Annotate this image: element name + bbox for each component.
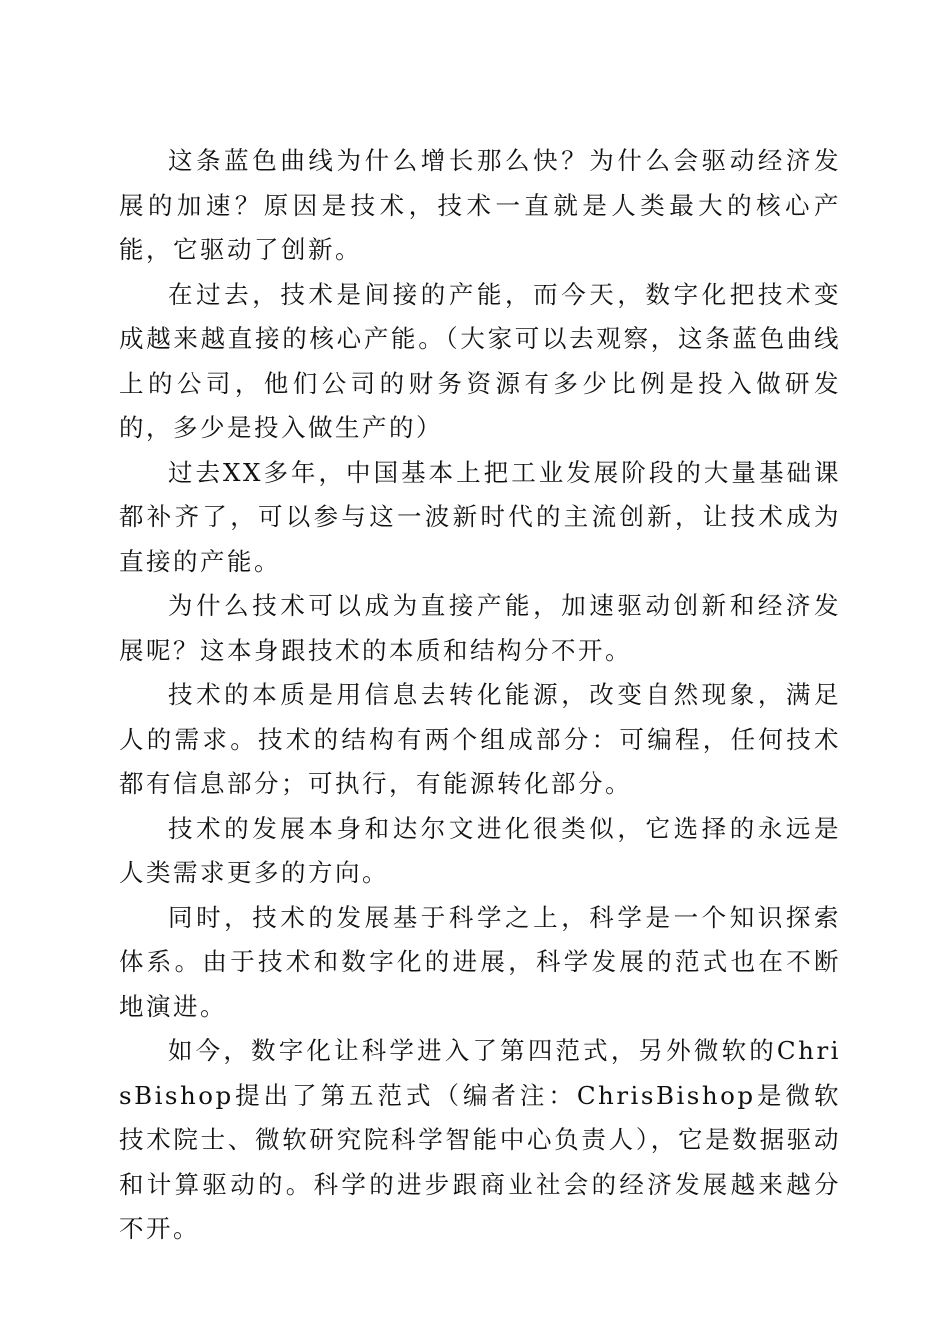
document-body	[119, 139, 841, 1252]
paragraph-3: 过去XX多年，中国基本上把工业发展阶段的大量基础课都补齐了，可以参与这一波新时代的主流创新，让技术成为直接的产能。	[119, 457, 841, 576]
paragraph-2: 在过去，技术是间接的产能，而今天，数字化把技术变成越来越直接的核心产能。（大家可以去观察，这条蓝色曲线上的公司，他们公司的财务资源有多少比例是投入做研发的，多少是投入做生产的）	[119, 279, 841, 442]
paragraph-6: 技术的发展本身和达尔文进化很类似，它选择的永远是人类需求更多的方向。	[119, 813, 841, 887]
paragraph-8: 如今，数字化让科学进入了第四范式，另外微软的ChrisBishop提出了第五范式（编者注：ChrisBishop是微软技术院士、微软研究院科学智能中心负责人），它是数据驱动和计算驱动的。科学的进步跟商业社会的经济发展越来越分不开。	[119, 1036, 841, 1243]
paragraph-1: 这条蓝色曲线为什么增长那么快？为什么会驱动经济发展的加速？原因是技术，技术一直就是人类最大的核心产能，它驱动了创新。	[119, 146, 841, 264]
paragraph-4: 为什么技术可以成为直接产能，加速驱动创新和经济发展呢？这本身跟技术的本质和结构分不开。	[119, 591, 841, 665]
paragraph-7: 同时，技术的发展基于科学之上，科学是一个知识探索体系。由于技术和数字化的进展，科学发展的范式也在不断地演进。	[119, 902, 841, 1021]
paragraph-5: 技术的本质是用信息去转化能源，改变自然现象，满足人的需求。技术的结构有两个组成部分：可编程，任何技术都有信息部分；可执行，有能源转化部分。	[119, 680, 841, 798]
